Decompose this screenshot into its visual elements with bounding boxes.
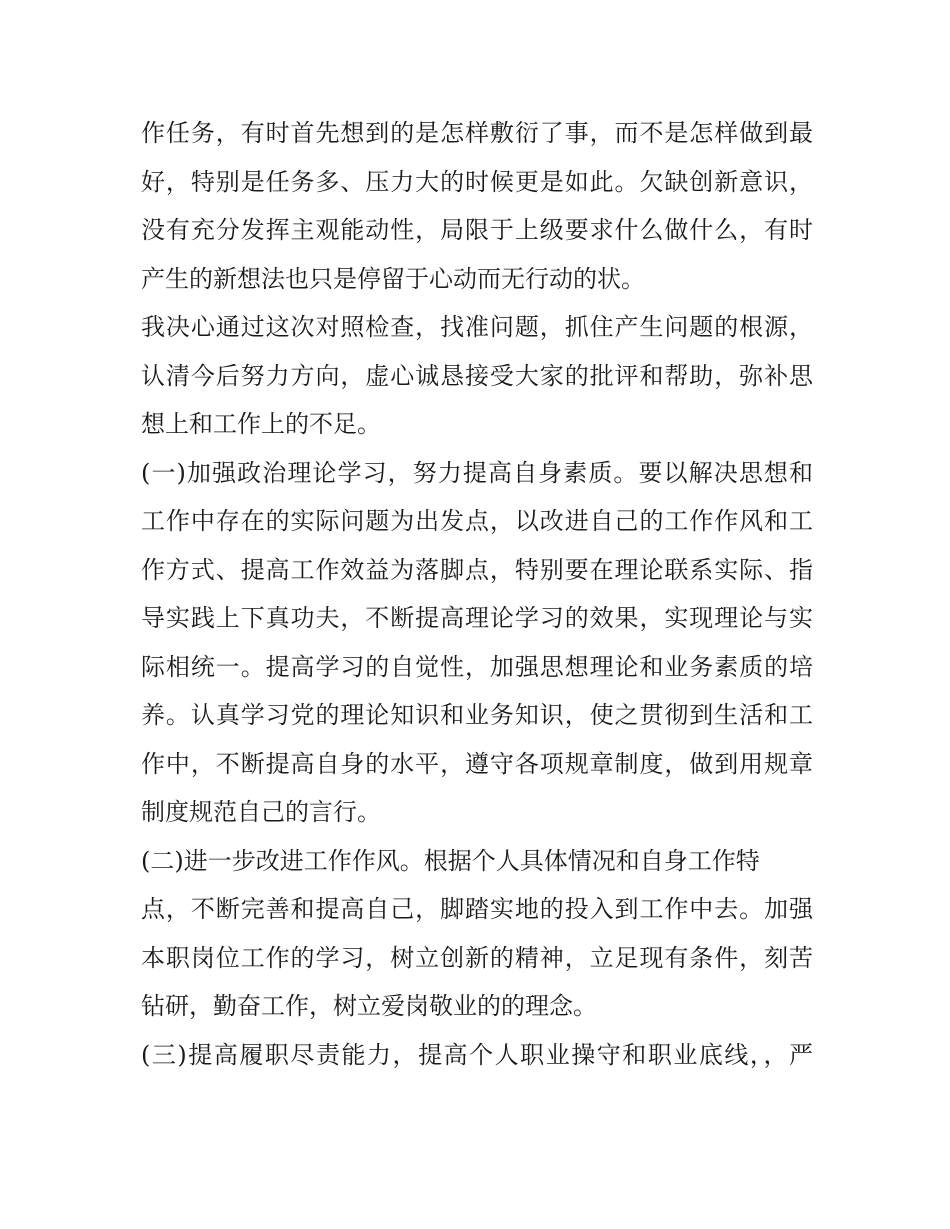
- text-line: (三)提高履职尽责能力，提高个人职业操守和职业底线，，严: [141, 1040, 813, 1069]
- text-line: 没有充分发挥主观能动性，局限于上级要求什么做什么，有时: [141, 216, 813, 244]
- text-line: 本职岗位工作的学习，树立创新的精神，立足现有条件，刻苦: [141, 943, 813, 972]
- text-line: 认清今后努力方向，虚心诚恳接受大家的批评和帮助，弥补思: [141, 361, 813, 390]
- text-line: 工作中存在的实际问题为出发点，以改进自己的工作作风和工: [141, 507, 813, 535]
- text-line: 好，特别是任务多、压力大的时候更是如此。欠缺创新意识，: [141, 167, 813, 196]
- text-line: 养。认真学习党的理论知识和业务知识，使之贯彻到生活和工: [141, 701, 813, 729]
- text-line: 作方式、提高工作效益为落脚点，特别要在理论联系实际、指: [141, 555, 813, 584]
- text-line: (一)加强政治理论学习，努力提高自身素质。要以解决思想和: [141, 458, 813, 487]
- text-line: 想上和工作上的不足。: [141, 410, 381, 438]
- document-body-text: [141, 109, 813, 1079]
- text-line: 导实践上下真功夫，不断提高理论学习的效果，实现理论与实: [141, 604, 813, 632]
- text-line: 产生的新想法也只是停留于心动而无行动的状。: [141, 264, 645, 293]
- text-line: 钻研，勤奋工作，树立爱岗敬业的的理念。: [141, 992, 597, 1020]
- text-line: 我决心通过这次对照检查，找准问题，抓住产生问题的根源，: [141, 313, 813, 341]
- text-line: 点，不断完善和提高自己，脚踏实地的投入到工作中去。加强: [141, 895, 813, 923]
- text-line: 制度规范自己的言行。: [141, 798, 381, 826]
- text-line: (二)进一步改进工作作风。根据个人具体情况和自身工作特: [141, 846, 760, 875]
- text-line: 作中，不断提高自身的水平，遵守各项规章制度，做到用规章: [141, 749, 813, 778]
- text-line: 际相统一。提高学习的自觉性，加强思想理论和业务素质的培: [141, 652, 813, 681]
- text-line: 作任务，有时首先想到的是怎样敷衍了事，而不是怎样做到最: [141, 119, 813, 147]
